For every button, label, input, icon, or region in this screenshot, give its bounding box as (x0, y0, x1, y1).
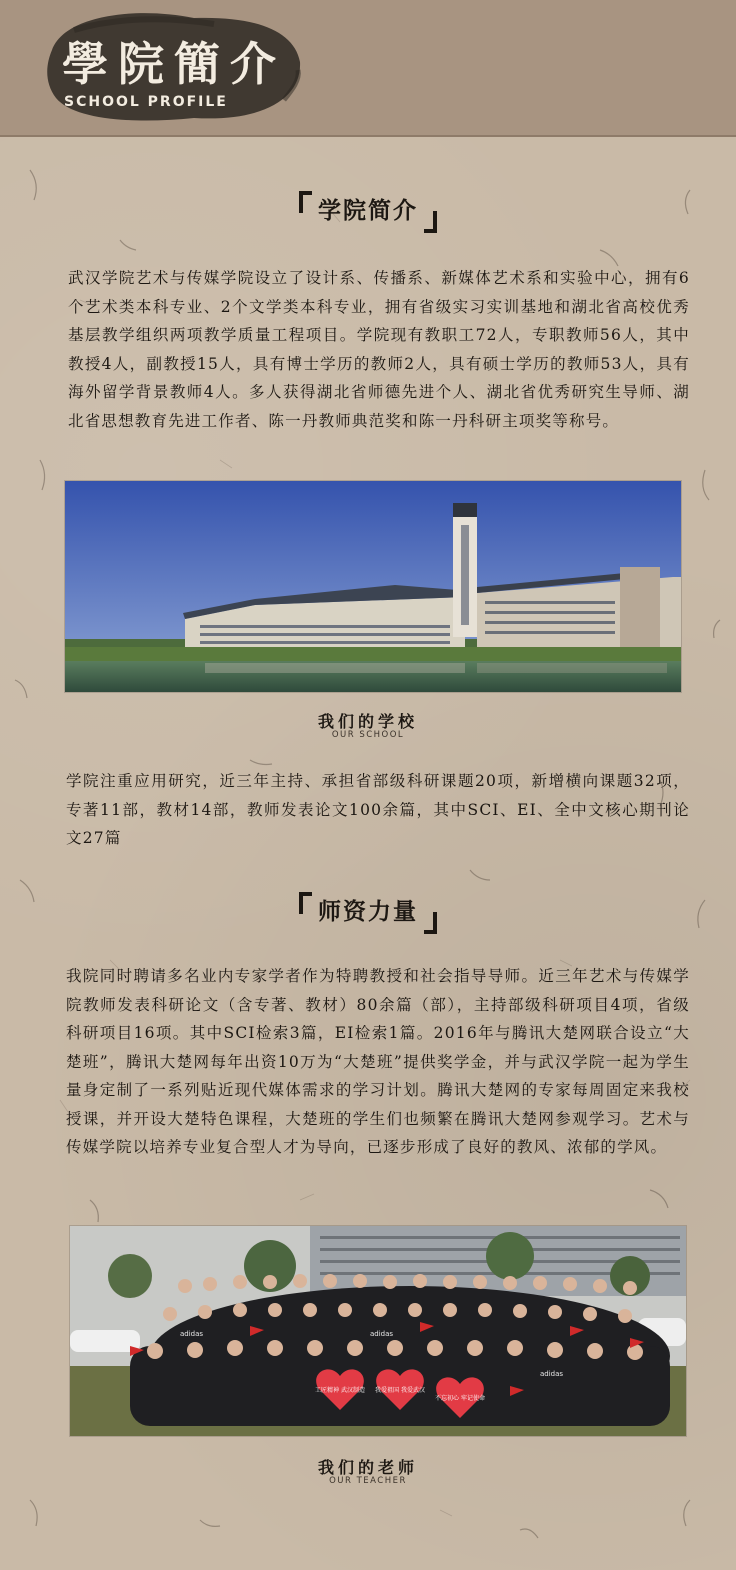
header-subtitle: SCHOOL PROFILE (64, 94, 228, 110)
bracket-right-icon (424, 912, 437, 934)
caption-sub-our-teacher: OUR TEACHER (329, 1476, 407, 1486)
svg-text:工匠精神 武汉制造: 工匠精神 武汉制造 (315, 1387, 365, 1394)
caption-our-teacher: 我们的老师 (317, 1458, 418, 1477)
group-illustration (70, 1226, 686, 1436)
caption-our-school: 我们的学校 (317, 712, 418, 731)
section-title-text: 师资力量 (318, 899, 418, 925)
research-paragraph: 学院注重应用研究，近三年主持、承担省部级科研课题20项，新增横向课题32项，专著11部，教材14部，教师发表论文100余篇，其中SCI、EI、全中文核心期刊论文27篇 (66, 772, 690, 847)
section-title-faculty (0, 893, 736, 926)
svg-text:adidas: adidas (180, 1330, 204, 1338)
faculty-paragraph: 我院同时聘请多名业内专家学者作为特聘教授和社会指导导师。近三年艺术与传媒学院教师发表科研论文（含专著、教材）80余篇（部），主持部级科研项目4项，省级科研项目16项。其中SCI检索3篇，EI检索1篇。2016年与腾讯大楚网联合设立“大楚班”，腾讯大楚网每年出资10万为“大楚班”提供奖学金，并与武汉学院一起为学生量身定制了一系列贴近现代媒体需求的学习计划。腾讯大楚网的专家每周固定来我校授课，并开设大楚特色课程，大楚班的学生们也频繁在腾讯大楚网参观学习。艺术与传媒学院以培养专业复合型人才为导向，已逐步形成了良好的教风、浓郁的学风。 (66, 967, 690, 1156)
campus-illustration (65, 481, 681, 692)
caption-sub-our-school: OUR SCHOOL (331, 730, 405, 740)
svg-text:adidas: adidas (540, 1370, 564, 1378)
header-band (0, 0, 736, 137)
bracket-left-icon (299, 191, 312, 213)
section-title-college-intro (0, 192, 736, 225)
college-intro-paragraph: 武汉学院艺术与传媒学院设立了设计系、传播系、新媒体艺术系和实验中心，拥有6个艺术类本科专业、2个文学类本科专业，拥有省级实习实训基地和湖北省高校优秀基层教学组织两项教学质量工程项目。学院现有教职工72人，专职教师56人，其中教授4人，副教授15人，具有博士学历的教师2人，具有硕士学历的教师53人，具有海外留学背景教师4人。多人获得湖北省师德先进个人、湖北省优秀研究生导师、湖北省思想教育先进工作者、陈一丹教师典范奖和陈一丹科研主项奖等称号。 (68, 269, 690, 430)
section-title-text: 学院简介 (318, 198, 418, 224)
bracket-right-icon (424, 211, 437, 233)
svg-text:不忘初心 牢记使命: 不忘初心 牢记使命 (435, 1395, 485, 1402)
bracket-left-icon (299, 892, 312, 914)
svg-text:我爱祖国 我爱武汉: 我爱祖国 我爱武汉 (375, 1387, 425, 1394)
header-title: 學院簡介 (62, 37, 286, 91)
campus-photo (65, 481, 681, 692)
teachers-group-photo (70, 1226, 686, 1436)
svg-text:adidas: adidas (370, 1330, 394, 1338)
